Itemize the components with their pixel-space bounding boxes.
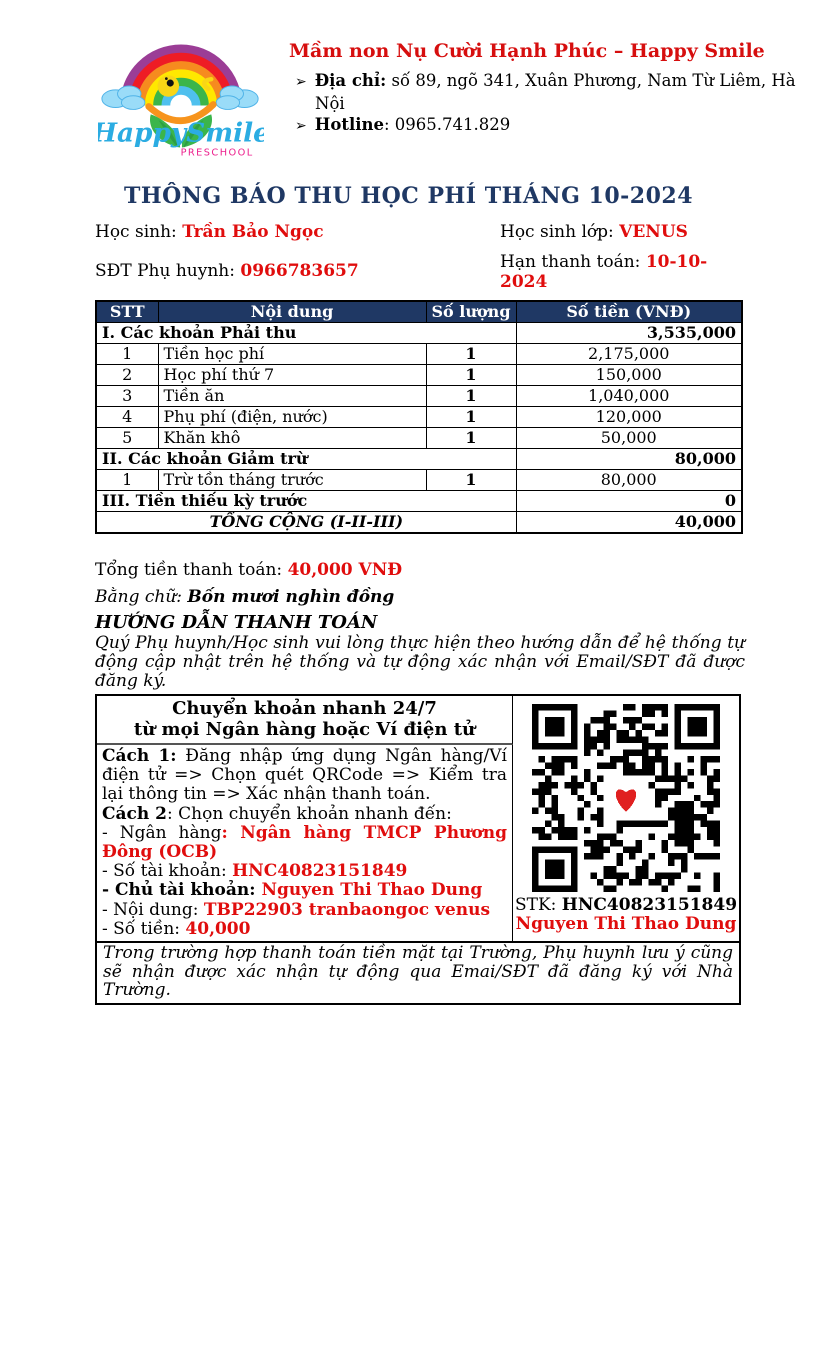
method-1-text: Đăng nhập ứng dụng Ngân hàng/Ví điện tử => Chọn quét QRCode => Kiểm tra lại thông tin => Xác nhận thanh toán.: [102, 746, 507, 805]
row-amount: 50,000: [516, 428, 742, 449]
school-logo: [98, 12, 264, 160]
section-label: III. Tiền thiếu kỳ trước: [96, 491, 516, 512]
qr-code: [532, 704, 720, 892]
header-amount: Số tiền (VNĐ): [516, 301, 742, 323]
section-amount: 0: [516, 491, 742, 512]
header-stt: STT: [96, 301, 158, 323]
header-content: Nội dung: [158, 301, 426, 323]
cash-payment-note: Trong trường hợp thanh toán tiền mặt tại Trường, Phụ huynh lưu ý cũng sẽ nhận được xác nhận tự động qua Emai/SĐT đã đăng ký với Nhà Trường.: [97, 941, 739, 1003]
section-label: II. Các khoản Giảm trừ: [96, 449, 516, 470]
student-name: Trần Bảo Ngọc: [182, 222, 324, 242]
method-2-label: Cách 2: [102, 803, 168, 824]
amount-line: [102, 920, 507, 939]
section-amount: 3,535,000: [516, 323, 742, 344]
method-2-text: : Chọn chuyển khoản nhanh đến:: [167, 803, 452, 824]
memo-label: - Nội dung:: [102, 899, 204, 920]
qr-account-line: [515, 895, 737, 915]
row-stt: 5: [96, 428, 158, 449]
payment-guide-title: HƯỚNG DẪN THANH TOÁN: [95, 612, 378, 633]
arrow-bullet-icon: ➢: [295, 74, 307, 90]
page-title: THÔNG BÁO THU HỌC PHÍ THÁNG 10-2024: [123, 183, 694, 209]
method-1: [102, 747, 507, 805]
hotline-line: [289, 114, 805, 137]
memo-value: TBP22903 tranbaongoc venus: [203, 899, 491, 920]
method-2: [102, 805, 507, 824]
row-label: Tiền ăn: [158, 386, 426, 407]
table-row: [96, 470, 742, 491]
row-qty: 1: [426, 407, 516, 428]
parent-phone: 0966783657: [240, 261, 359, 281]
total-amount: 40,000: [516, 512, 742, 534]
row-amount: 1,040,000: [516, 386, 742, 407]
bank-name: : Ngân hàng TMCP Phương Đông (OCB): [102, 822, 508, 863]
address-label: Địa chỉ:: [314, 71, 387, 90]
happy-smile-logo-graphic: [98, 12, 264, 160]
table-row-section: [96, 449, 742, 470]
table-row: [96, 365, 742, 386]
transfer-header-line2: từ mọi Ngân hàng hoặc Ví điện tử: [133, 719, 476, 740]
class-line: [500, 222, 688, 242]
total-payment-line: [95, 560, 402, 580]
bank-label: - Ngân hàng: [102, 822, 222, 843]
section-label: I. Các khoản Phải thu: [96, 323, 516, 344]
table-row-section: [96, 491, 742, 512]
owner-label: - Chủ tài khoản:: [102, 880, 262, 901]
row-label: Học phí thứ 7: [158, 365, 426, 386]
payment-box: [95, 694, 741, 1005]
memo-line: [102, 901, 507, 920]
row-qty: 1: [426, 470, 516, 491]
amount-label: - Số tiền:: [102, 918, 186, 939]
account-label: - Số tài khoản:: [102, 861, 233, 882]
table-row: [96, 344, 742, 365]
row-amount: 80,000: [516, 470, 742, 491]
row-qty: 1: [426, 428, 516, 449]
row-label: Trừ tồn tháng trước: [158, 470, 426, 491]
amount-words-value: Bốn mươi nghìn đồng: [187, 587, 395, 607]
owner-line: [102, 881, 507, 900]
transfer-instructions: [97, 745, 513, 941]
transfer-header-line1: Chuyển khoản nhanh 24/7: [172, 698, 437, 719]
hotline-label: Hotline: [314, 115, 384, 134]
total-label: TỔNG CỘNG (I-II-III): [96, 512, 516, 534]
amount-in-words-line: [95, 587, 394, 607]
due-date: 10-10-2024: [500, 252, 708, 292]
owner-name: Nguyen Thi Thao Dung: [261, 880, 483, 901]
bank-line: [102, 824, 507, 862]
row-amount: 120,000: [516, 407, 742, 428]
amount-words-label: Bằng chữ:: [95, 587, 188, 607]
row-stt: 4: [96, 407, 158, 428]
table-header-row: [96, 301, 742, 323]
class-label: Học sinh lớp:: [500, 222, 620, 242]
row-label: Tiền học phí: [158, 344, 426, 365]
phone-line: [95, 261, 359, 281]
sun-icon: [158, 75, 179, 96]
logo-subtitle-text: PRESCHOOL: [180, 147, 254, 159]
row-stt: 3: [96, 386, 158, 407]
phone-label: SĐT Phụ huynh:: [95, 261, 241, 281]
qr-account-owner: Nguyen Thi Thao Dung: [515, 914, 737, 934]
account-line: [102, 862, 507, 881]
address-line: [289, 70, 805, 114]
class-name: VENUS: [619, 222, 688, 242]
fee-table: [95, 300, 743, 534]
table-row-section: [96, 323, 742, 344]
row-label: Khăn khô: [158, 428, 426, 449]
row-stt: 1: [96, 344, 158, 365]
logo-title-text: HappySmile: [98, 117, 264, 149]
due-label: Hạn thanh toán:: [500, 252, 646, 272]
address-value: số 89, ngõ 341, Xuân Phương, Nam Từ Liêm, Hà Nội: [315, 71, 796, 113]
total-payment-label: Tổng tiền thanh toán:: [95, 560, 288, 580]
due-line: [500, 252, 746, 292]
row-stt: 2: [96, 365, 158, 386]
hotline-value: : 0965.741.829: [383, 115, 511, 134]
row-stt: 1: [96, 470, 158, 491]
section-amount: 80,000: [516, 449, 742, 470]
row-qty: 1: [426, 365, 516, 386]
qr-stk-label: STK:: [514, 895, 562, 915]
table-row: [96, 386, 742, 407]
qr-panel: [513, 696, 739, 941]
row-amount: 2,175,000: [516, 344, 742, 365]
qr-account-number: HNC40823151849: [561, 895, 738, 915]
table-row: [96, 428, 742, 449]
row-qty: 1: [426, 344, 516, 365]
student-label: Học sinh:: [95, 222, 183, 242]
row-label: Phụ phí (điện, nước): [158, 407, 426, 428]
transfer-header: [97, 696, 513, 745]
table-row: [96, 407, 742, 428]
row-qty: 1: [426, 386, 516, 407]
total-payment-amount: 40,000 VNĐ: [287, 560, 403, 580]
method-1-label: Cách 1:: [102, 746, 177, 766]
arrow-bullet-icon: ➢: [295, 118, 307, 134]
account-number: HNC40823151849: [232, 861, 408, 882]
school-info: [289, 40, 805, 137]
header-qty: Số lượng: [426, 301, 516, 323]
student-line: [95, 222, 324, 242]
payment-guide-text: Quý Phụ huynh/Học sinh vui lòng thực hiện theo hướng dẫn để hệ thống tự động cập nhật trên hệ thống và tự động xác nhận với Email/SĐT đã được đăng ký.: [95, 633, 745, 691]
amount-value: 40,000: [185, 918, 251, 939]
school-name: Mầm non Nụ Cười Hạnh Phúc – Happy Smile: [289, 40, 765, 62]
table-row-total: [96, 512, 742, 534]
row-amount: 150,000: [516, 365, 742, 386]
